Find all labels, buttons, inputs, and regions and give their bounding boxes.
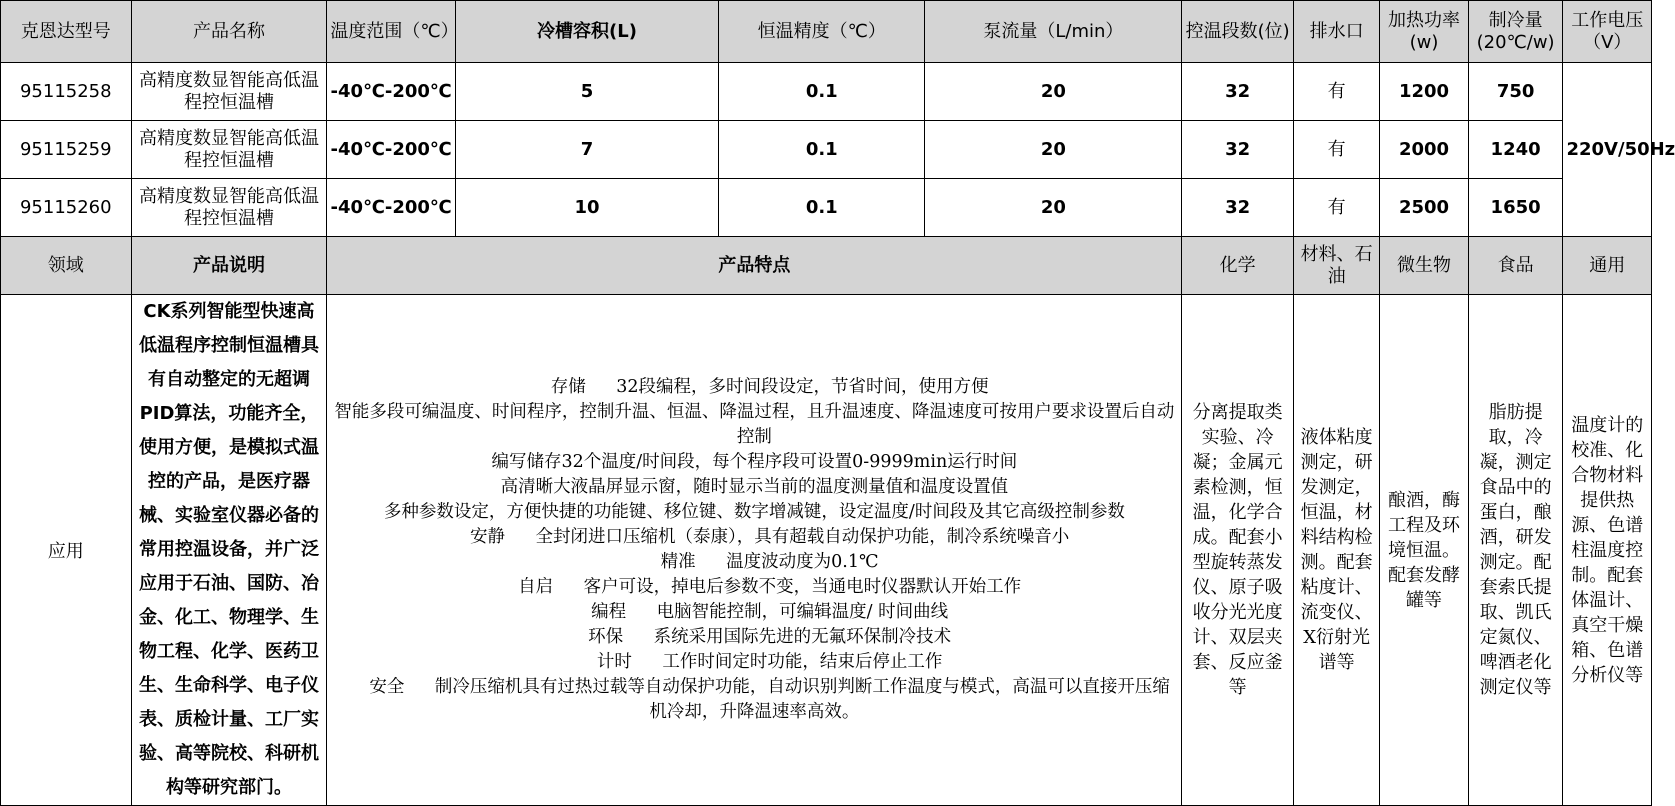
feature-key: 精准 (660, 552, 696, 572)
header-flow: 泵流量（L/min） (925, 1, 1182, 63)
header-chemistry: 化学 (1182, 237, 1294, 295)
feature-text: 智能多段可编温度、时间程序，控制升温、恒温、降温过程，且升温速度、降温速度可按用户要求设置后自动控制 (334, 402, 1175, 447)
cell-flow: 20 (925, 179, 1182, 237)
feature-text: 工作时间定时功能，结束后停止工作 (662, 652, 943, 672)
feature-key: 安静 (470, 527, 505, 547)
feature-line (330, 475, 1178, 500)
feature-line (330, 650, 1178, 675)
feature-line (330, 675, 1178, 725)
section-header-row (1, 237, 1652, 295)
cell-cool: 1650 (1468, 179, 1563, 237)
feature-key: 自启 (518, 577, 554, 597)
cell-model: 95115258 (1, 63, 132, 121)
feature-text: 编写储存32个温度/时间段，每个程序段可设置0-9999min运行时间 (491, 452, 1018, 472)
cell-accuracy: 0.1 (719, 63, 925, 121)
cell-temp: -40℃-200℃ (327, 63, 455, 121)
cell-materials: 液体粘度测定，研发测定，恒温，材料结构检测。配套粘度计、流变仪、X衍射光谱等 (1293, 295, 1379, 806)
table-row (1, 63, 1652, 121)
cell-accuracy: 0.1 (719, 179, 925, 237)
cell-model: 95115260 (1, 179, 132, 237)
feature-line (330, 600, 1178, 625)
cell-name: 高精度数显智能高低温程控恒温槽 (131, 179, 327, 237)
feature-text: 温度波动度为0.1℃ (726, 552, 879, 572)
header-features: 产品特点 (327, 237, 1182, 295)
cell-cool: 750 (1468, 63, 1563, 121)
cell-temp: -40℃-200℃ (327, 179, 455, 237)
cell-model: 95115259 (1, 121, 132, 179)
header-voltage: 工作电压（V） (1563, 1, 1652, 63)
application-row (1, 295, 1652, 806)
feature-key: 存储 (550, 377, 586, 397)
feature-text: 客户可设，掉电后参数不变，当通电时仪器默认开始工作 (583, 577, 1022, 597)
feature-key: 环保 (588, 627, 624, 647)
feature-text: 32段编程，多时间段设定，节省时间，使用方便 (616, 377, 989, 397)
cell-accuracy: 0.1 (719, 121, 925, 179)
cell-heat: 2500 (1380, 179, 1468, 237)
cell-cool: 1240 (1468, 121, 1563, 179)
header-temp-range: 温度范围（℃） (327, 1, 455, 63)
cell-temp: -40℃-200℃ (327, 121, 455, 179)
header-general: 通用 (1563, 237, 1652, 295)
cell-voltage: 220V/50Hz (1563, 63, 1652, 237)
header-drain: 排水口 (1293, 1, 1379, 63)
cell-volume: 10 (455, 179, 718, 237)
feature-key: 编程 (591, 602, 627, 622)
header-cooling: 制冷量(20℃/w) (1468, 1, 1563, 63)
cell-chemistry: 分离提取类实验、冷凝；金属元素检测，恒温，化学合成。配套小型旋转蒸发仪、原子吸收分光光度计、双层夹套、反应釜等 (1182, 295, 1294, 806)
header-accuracy: 恒温精度（℃） (719, 1, 925, 63)
feature-line (330, 525, 1178, 550)
cell-volume: 5 (455, 63, 718, 121)
cell-heat: 1200 (1380, 63, 1468, 121)
header-name: 产品名称 (131, 1, 327, 63)
cell-general: 温度计的校准、化合物材料提供热源、色谱柱温度控制。配套体温计、真空干燥箱、色谱分析仪等 (1563, 295, 1652, 806)
cell-flow: 20 (925, 63, 1182, 121)
cell-flow: 20 (925, 121, 1182, 179)
cell-segments: 32 (1182, 121, 1294, 179)
header-model: 克恩达型号 (1, 1, 132, 63)
feature-key: 安全 (369, 677, 405, 697)
feature-line (330, 400, 1178, 450)
header-description: 产品说明 (131, 237, 327, 295)
feature-line (330, 500, 1178, 525)
feature-text: 全封闭进口压缩机（泰康），具有超载自动保护功能，制冷系统噪音小 (535, 527, 1070, 547)
header-microbe: 微生物 (1380, 237, 1468, 295)
feature-line (330, 575, 1178, 600)
feature-line (330, 450, 1178, 475)
header-food: 食品 (1468, 237, 1563, 295)
cell-drain: 有 (1293, 63, 1379, 121)
feature-text: 系统采用国际先进的无氟环保制冷技术 (653, 627, 952, 647)
cell-drain: 有 (1293, 179, 1379, 237)
feature-key: 计时 (596, 652, 632, 672)
feature-text: 电脑智能控制，可编辑温度/ 时间曲线 (656, 602, 949, 622)
feature-text: 制冷压缩机具有过热过载等自动保护功能，自动识别判断工作温度与模式，高温可以直接开压缩机冷却，升降温速率高效。 (434, 677, 1170, 722)
header-segments: 控温段数(位) (1182, 1, 1294, 63)
cell-microbe: 酿酒，酶工程及环境恒温。配套发酵罐等 (1380, 295, 1468, 806)
header-row (1, 1, 1652, 63)
cell-segments: 32 (1182, 179, 1294, 237)
cell-description: CK系列智能型快速高低温程序控制恒温槽具有自动整定的无超调PID算法，功能齐全，使用方便，是模拟式温控的产品，是医疗器械、实验室仪器必备的常用控温设备，并广泛应用于石油、国防、冶金、化工、物理学、生物工程、化学、医药卫生、生命科学、电子仪表、质检计量、工厂实验、高等院校、科研机构等研究部门。 (131, 295, 327, 806)
cell-volume: 7 (455, 121, 718, 179)
header-heat-power: 加热功率(w) (1380, 1, 1468, 63)
feature-text: 多种参数设定，方便快捷的功能键、移位键、数字增减键，设定温度/时间段及其它高级控制参数 (383, 502, 1125, 522)
header-volume: 冷槽容积(L) (455, 1, 718, 63)
feature-line (330, 550, 1178, 575)
cell-name: 高精度数显智能高低温程控恒温槽 (131, 63, 327, 121)
table-row (1, 179, 1652, 237)
feature-line (330, 625, 1178, 650)
header-field: 领域 (1, 237, 132, 295)
cell-drain: 有 (1293, 121, 1379, 179)
header-materials: 材料、石油 (1293, 237, 1379, 295)
cell-food: 脂肪提取，冷凝，测定食品中的蛋白，酿酒，研发测定。配套索氏提取、凯氏定氮仪、啤酒老化测定仪等 (1468, 295, 1563, 806)
feature-text: 高清晰大液晶屏显示窗，随时显示当前的温度测量值和温度设置值 (500, 477, 1009, 497)
cell-field: 应用 (1, 295, 132, 806)
feature-line (330, 375, 1178, 400)
cell-segments: 32 (1182, 63, 1294, 121)
features-list (327, 295, 1182, 806)
cell-heat: 2000 (1380, 121, 1468, 179)
cell-name: 高精度数显智能高低温程控恒温槽 (131, 121, 327, 179)
table-row (1, 121, 1652, 179)
